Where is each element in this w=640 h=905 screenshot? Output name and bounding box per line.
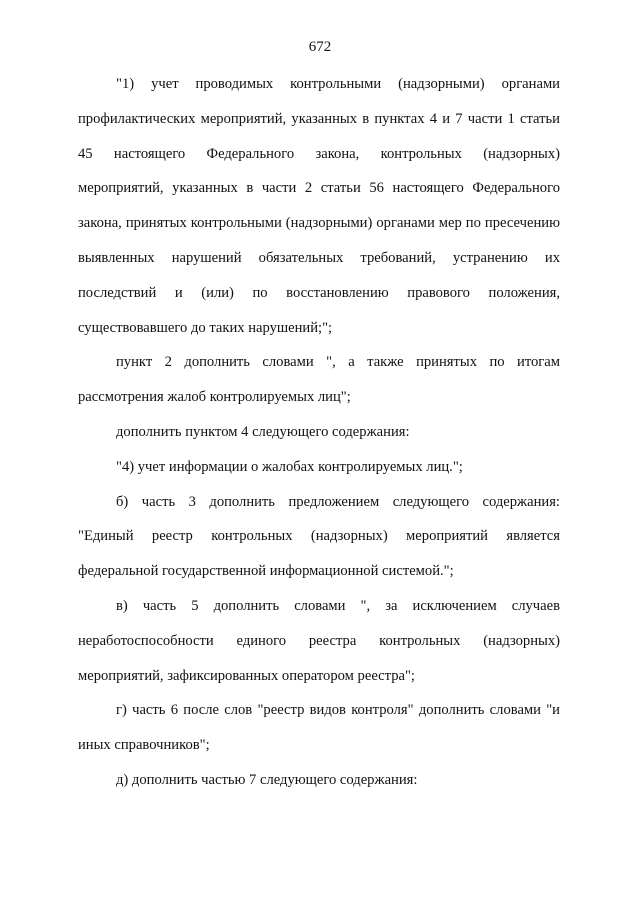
paragraph-point-4-text: "4) учет информации о жалобах контролируемых лиц."; bbox=[116, 458, 463, 475]
paragraph-point-2-amendment: пункт 2 дополнить словами ", а также принятых по итогам рассмотрения жалоб контролируемых лиц"; bbox=[78, 354, 560, 406]
paragraph-part-6-amendment: г) часть 6 после слов "реестр видов контроля" дополнить словами "и иных справочников"; bbox=[78, 702, 560, 754]
page-number: 672 bbox=[308, 39, 332, 55]
paragraph-item-1-accounting: "1) учет проводимых контрольными (надзорными) органами профилактических мероприятий, указанных в пунктах 4 и 7 части 1 статьи 45 настоящего Федерального закона, контрольных (надзорных) мероприятий, указанных в части 2 статьи 56 настоящего Федерального закона, принятых контрольными (надзорными) органами мер по пресечению выявленных нарушений обязательных требований, устранению их последствий и (или) по восстановлению правового положения, существовавшего до таких нарушений;"; bbox=[78, 76, 560, 336]
document-body bbox=[78, 67, 560, 798]
paragraph-add-part-7: д) дополнить частью 7 следующего содержания: bbox=[116, 771, 418, 788]
paragraph-part-5-amendment: в) часть 5 дополнить словами ", за исключением случаев неработоспособности единого реестра контрольных (надзорных) мероприятий, зафиксированных оператором реестра"; bbox=[78, 597, 560, 684]
paragraph-add-point-4: дополнить пунктом 4 следующего содержания: bbox=[116, 423, 410, 440]
paragraph-part-3-amendment: б) часть 3 дополнить предложением следующего содержания: "Единый реестр контрольных (надзорных) мероприятий является федеральной государственной информационной системой."; bbox=[78, 493, 560, 580]
